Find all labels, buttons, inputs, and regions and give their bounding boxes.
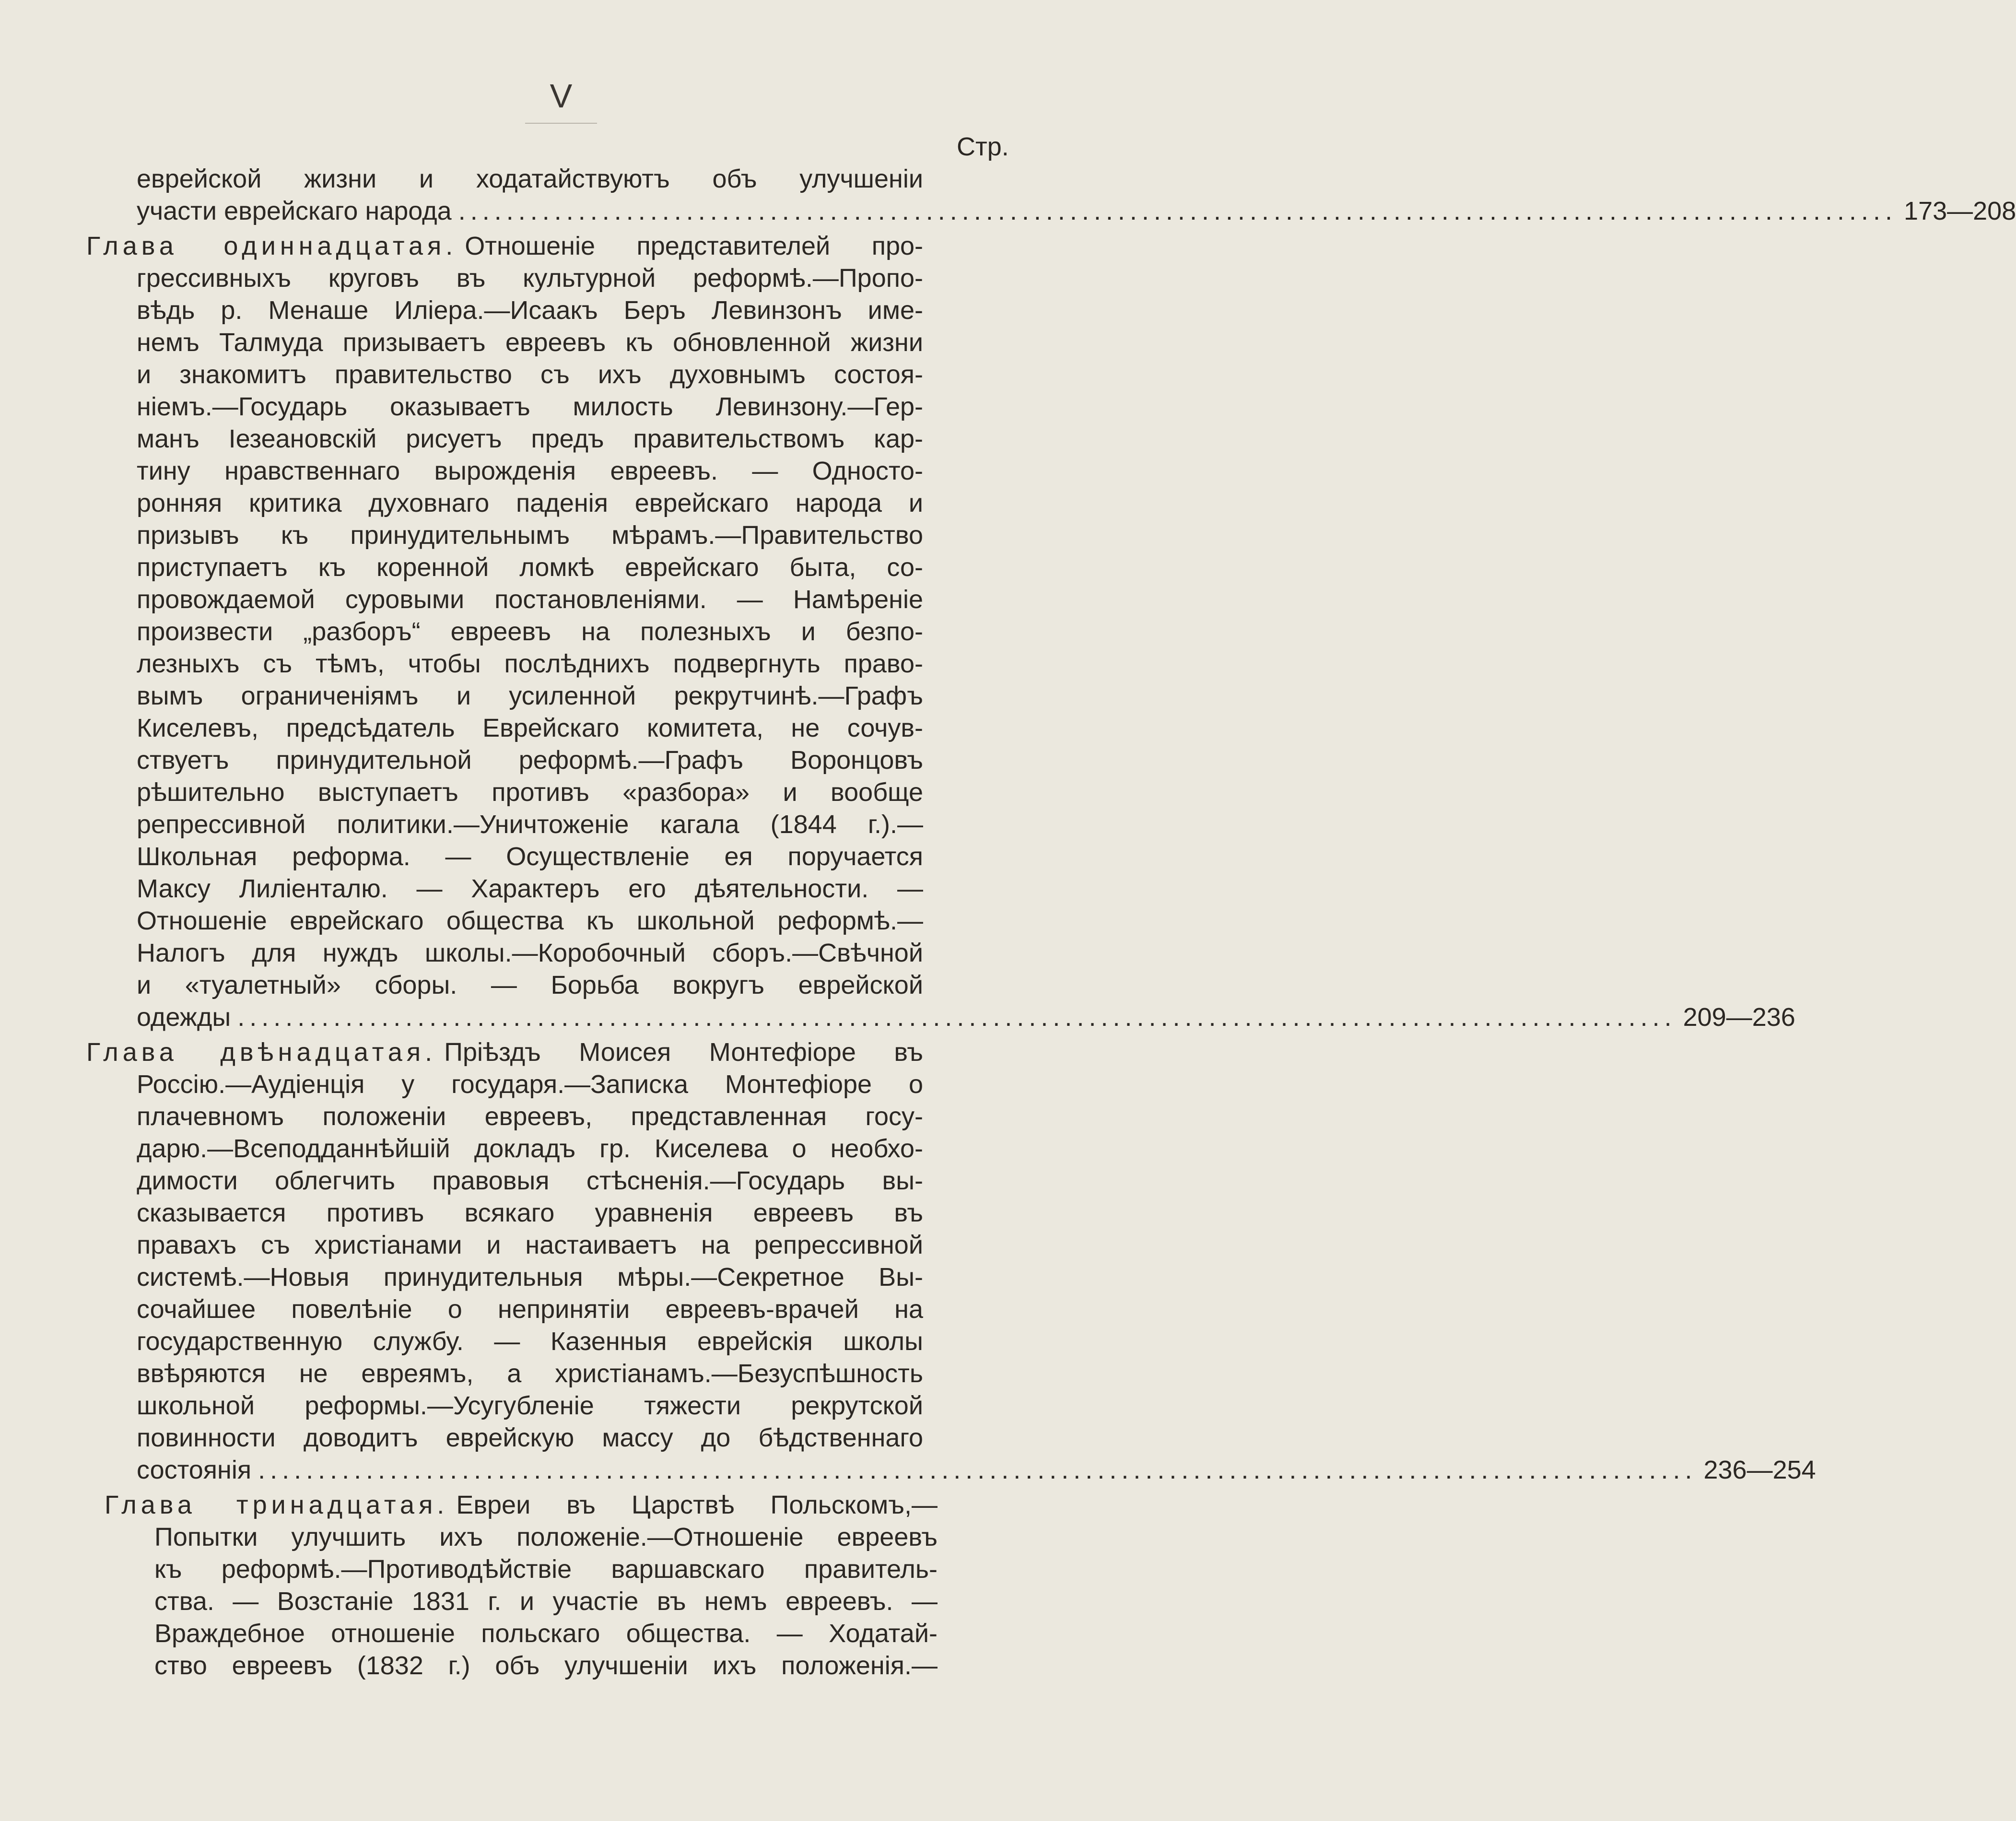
line-text: Россію.—Аудіенція у государя.—Записка Монтефіоре о xyxy=(137,1070,923,1099)
toc-entry xyxy=(0,163,2016,227)
page-range: 236—254 xyxy=(1703,1456,1816,1484)
line-text: приступаетъ къ коренной ломкѣ еврейскаго быта, со- xyxy=(137,553,923,582)
toc-line xyxy=(154,1521,938,1553)
line-text: провождаемой суровыми постановленіями. — Намѣреніе xyxy=(137,585,923,614)
toc-line xyxy=(137,873,923,905)
chapter-label: Глава тринадцатая. xyxy=(105,1491,449,1519)
toc-line xyxy=(137,487,923,519)
page-range: 173—208 xyxy=(1904,197,2016,225)
toc-line xyxy=(105,1489,938,1521)
line-text: Попытки улучшить ихъ положеніе.—Отношеніе евреевъ xyxy=(154,1523,938,1551)
toc-line xyxy=(137,969,923,1001)
table-of-contents xyxy=(0,163,2016,1685)
line-text: ство евреевъ (1832 г.) объ улучшеніи ихъ положенія.— xyxy=(154,1651,938,1680)
toc-line xyxy=(137,584,923,616)
line-text: ствуетъ принудительной реформѣ.—Графъ Воронцовъ xyxy=(137,746,923,775)
toc-entry xyxy=(0,1489,1230,1682)
toc-line xyxy=(137,1165,923,1197)
toc-line xyxy=(137,712,923,744)
toc-line xyxy=(137,519,923,552)
line-text: ніемъ.—Государь оказываетъ милость Левинзону.—Гер- xyxy=(137,392,923,421)
toc-line xyxy=(137,680,923,712)
line-text: плачевномъ положеніи евреевъ, представленная госу- xyxy=(137,1102,923,1131)
line-text: участи еврейскаго народа xyxy=(137,197,452,225)
line-text: и знакомитъ правительство съ ихъ духовнымъ состоя- xyxy=(137,360,923,389)
toc-line xyxy=(137,327,923,359)
pages-column-header: Стр. xyxy=(957,132,1009,161)
line-text: вымъ ограниченіямъ и усиленной рекрутчинѣ.—Графъ xyxy=(137,681,923,710)
line-text: Школьная реформа. — Осуществленіе ея поручается xyxy=(137,842,923,871)
toc-entry xyxy=(0,1036,1816,1486)
line-text: сочайшее повелѣніе о непринятіи евреевъ-врачей на xyxy=(137,1295,923,1324)
toc-line xyxy=(137,1422,923,1454)
toc-line xyxy=(137,1229,923,1261)
line-text: состоянія xyxy=(137,1456,252,1484)
line-text: репрессивной политики.—Уничтоженіе кагала (1844 г.).— xyxy=(137,810,923,839)
line-text: школьной реформы.—Усугубленіе тяжести рекрутской xyxy=(137,1391,923,1420)
line-text: дарю.—Всеподданнѣйшій докладъ гр. Киселева о необхо- xyxy=(137,1134,923,1163)
line-text: Отношеніе представителей про- xyxy=(465,232,923,260)
line-text: грессивныхъ круговъ въ культурной реформѣ.—Пропо- xyxy=(137,264,923,293)
line-text: димости облегчить правовыя стѣсненія.—Государь вы- xyxy=(137,1166,923,1195)
toc-line xyxy=(137,391,923,423)
chapter-label: Глава одиннадцатая. xyxy=(86,232,457,260)
line-text: одежды xyxy=(137,1003,231,1032)
toc-line xyxy=(137,809,923,841)
line-text: повинности доводитъ еврейскую массу до бѣдственнаго xyxy=(137,1423,923,1452)
toc-line xyxy=(137,455,923,487)
toc-line xyxy=(137,776,923,809)
page-folio: V xyxy=(550,77,573,115)
line-text: системѣ.—Новыя принудительныя мѣры.—Секретное Вы- xyxy=(137,1263,923,1292)
toc-line xyxy=(137,1293,923,1326)
toc-line xyxy=(137,1133,923,1165)
toc-line xyxy=(137,616,923,648)
toc-line xyxy=(137,262,923,294)
line-text: къ реформѣ.—Противодѣйствіе варшавскаго правитель- xyxy=(154,1555,938,1584)
toc-line xyxy=(137,1197,923,1229)
line-text: Пріѣздъ Моисея Монтефіоре въ xyxy=(444,1038,923,1067)
line-text: правахъ съ христіанами и настаиваетъ на репрессивной xyxy=(137,1231,923,1259)
line-text: тину нравственнаго вырожденія евреевъ. — Односто- xyxy=(137,457,923,485)
toc-line xyxy=(154,1586,938,1618)
dot-leader: ........................................................................................................................ xyxy=(258,1456,1697,1484)
line-text: Отношеніе еврейскаго общества къ школьной реформѣ.— xyxy=(137,906,923,935)
toc-line xyxy=(137,1326,923,1358)
toc-line xyxy=(137,1101,923,1133)
toc-line xyxy=(137,841,923,873)
line-text: Максу Лиліенталю. — Характеръ его дѣятельности. — xyxy=(137,874,923,903)
toc-line xyxy=(137,744,923,776)
line-text: ронняя критика духовнаго паденія еврейскаго народа и xyxy=(137,489,923,517)
line-text: еврейской жизни и ходатайствуютъ объ улучшеніи xyxy=(137,164,923,193)
line-text: произвести „разборъ“ евреевъ на полезныхъ и безпо- xyxy=(137,617,923,646)
line-text: Враждебное отношеніе польскаго общества. — Ходатай- xyxy=(154,1619,938,1648)
line-text: Налогъ для нуждъ школы.—Коробочный сборъ.—Свѣчной xyxy=(137,939,923,967)
toc-line xyxy=(137,552,923,584)
toc-line xyxy=(137,294,923,327)
line-text: лезныхъ съ тѣмъ, чтобы послѣднихъ подвергнуть право- xyxy=(137,649,923,678)
line-text: и «туалетный» сборы. — Борьба вокругъ еврейской xyxy=(137,971,923,999)
line-text: ввѣряются не евреямъ, а христіанамъ.—Безуспѣшность xyxy=(137,1359,923,1388)
toc-leader-line xyxy=(137,1001,1795,1034)
toc-line xyxy=(154,1618,938,1650)
toc-line xyxy=(137,937,923,969)
line-text: призывъ къ принудительнымъ мѣрамъ.—Правительство xyxy=(137,521,923,550)
toc-line xyxy=(137,1358,923,1390)
toc-leader-line xyxy=(137,1454,1816,1486)
dot-leader: ........................................................................................................................ xyxy=(458,197,1898,225)
line-text: манъ Іезеановскій рисуетъ предъ правительствомъ кар- xyxy=(137,424,923,453)
toc-line xyxy=(137,1390,923,1422)
toc-line xyxy=(154,1650,938,1682)
toc-line xyxy=(86,1036,923,1069)
toc-line xyxy=(137,1069,923,1101)
line-text: государственную службу. — Казенныя еврейскія школы xyxy=(137,1327,923,1356)
line-text: Киселевъ, предсѣдатель Еврейскаго комитета, не сочув- xyxy=(137,714,923,742)
toc-line xyxy=(137,648,923,680)
line-text: рѣшительно выступаетъ противъ «разбора» и вообще xyxy=(137,778,923,807)
chapter-label: Глава двѣнадцатая. xyxy=(86,1038,437,1067)
toc-line xyxy=(137,905,923,937)
page-range: 209—236 xyxy=(1683,1003,1795,1032)
toc-line xyxy=(137,359,923,391)
toc-line xyxy=(154,1553,938,1586)
toc-line xyxy=(137,1261,923,1293)
toc-entry xyxy=(0,230,1795,1034)
line-text: немъ Талмуда призываетъ евреевъ къ обновленной жизни xyxy=(137,328,923,357)
line-text: сказывается противъ всякаго уравненія евреевъ въ xyxy=(137,1198,923,1227)
dot-leader: ........................................................................................................................ xyxy=(237,1003,1676,1032)
line-text: вѣдь р. Менаше Иліера.—Исаакъ Беръ Левинзонъ име- xyxy=(137,296,923,325)
toc-leader-line xyxy=(137,195,2016,227)
folio-rule xyxy=(525,123,597,124)
toc-line xyxy=(137,163,923,195)
line-text: ства. — Возстаніе 1831 г. и участіе въ немъ евреевъ. — xyxy=(154,1587,938,1616)
toc-line xyxy=(137,423,923,455)
toc-line xyxy=(86,230,923,262)
line-text: Евреи въ Царствѣ Польскомъ,— xyxy=(456,1491,938,1519)
